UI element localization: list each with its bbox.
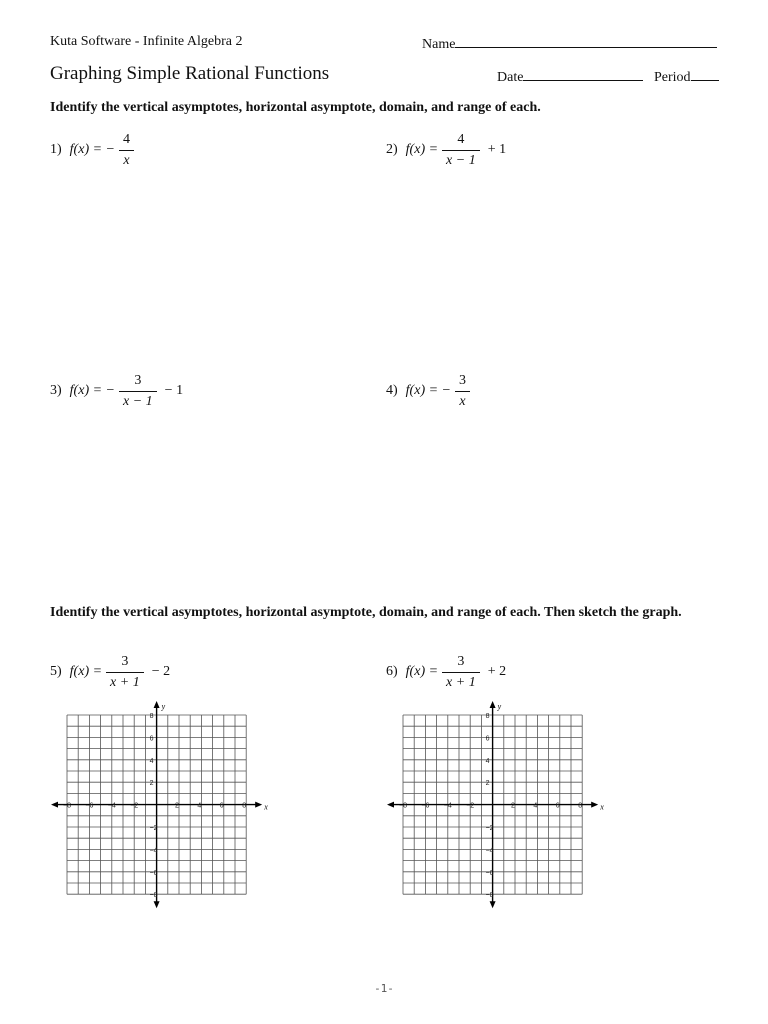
x-axis-label: x: [264, 802, 268, 812]
y-tick-label: −6: [485, 869, 494, 877]
period-field: [654, 67, 719, 86]
problem-number: 2): [386, 142, 398, 157]
x-axis-arrow-right: [591, 802, 598, 808]
y-axis-arrow-bottom: [490, 901, 496, 908]
x-axis-arrow-left: [387, 802, 394, 808]
numerator: 3: [134, 372, 142, 388]
x-tick-label: −2: [130, 802, 139, 810]
function-tail: + 1: [487, 142, 507, 157]
period-label: Period: [654, 70, 691, 85]
x-tick-label: −8: [399, 802, 407, 810]
y-tick-label: −6: [149, 869, 158, 877]
fraction: [455, 373, 470, 410]
x-tick-label: 2: [511, 802, 515, 810]
worksheet-title: Graphing Simple Rational Functions: [50, 63, 330, 84]
y-axis-label: y: [497, 702, 502, 711]
denominator: x: [123, 152, 130, 168]
y-tick-label: 6: [485, 735, 490, 743]
function-prefix: f(x) =: [405, 664, 439, 679]
y-tick-label: −4: [485, 847, 494, 855]
y-tick-label: −2: [485, 825, 494, 832]
x-tick-label: −2: [466, 802, 475, 810]
date-field: [497, 67, 643, 86]
denominator: x: [459, 393, 466, 409]
x-tick-label: 2: [175, 802, 179, 810]
fraction: [119, 373, 157, 410]
y-tick-label: 2: [149, 780, 154, 788]
denominator: x − 1: [123, 393, 153, 409]
fraction: [442, 132, 480, 169]
page-number: -1-: [374, 982, 394, 995]
instructions-part1: Identify the vertical asymptotes, horizontal asymptote, domain, and range of each.: [50, 100, 541, 115]
fraction: [442, 654, 480, 691]
function-tail: − 2: [151, 664, 171, 679]
numerator: 3: [121, 653, 129, 669]
numerator: 4: [457, 131, 465, 147]
numerator: 3: [457, 653, 465, 669]
x-axis-arrow-right: [255, 802, 262, 808]
date-blank: [523, 67, 643, 81]
name-field: [422, 34, 717, 53]
fraction: [119, 132, 134, 169]
y-tick-label: −8: [149, 892, 158, 900]
problem-5: [50, 645, 170, 699]
function-prefix: f(x) =: [69, 664, 103, 679]
name-blank: [455, 34, 717, 48]
function-prefix: f(x) =: [405, 142, 439, 157]
coordinate-grid-6[interactable]: [381, 700, 606, 918]
y-tick-label: 4: [149, 757, 154, 765]
problem-number: 6): [386, 664, 398, 679]
x-tick-label: 8: [578, 802, 583, 810]
period-blank: [691, 67, 719, 81]
x-tick-label: −6: [85, 802, 94, 810]
x-tick-label: −6: [421, 802, 430, 810]
problem-number: 5): [50, 664, 62, 679]
y-tick-label: 8: [485, 713, 490, 720]
y-tick-label: 2: [485, 780, 490, 788]
instructions-part2: Identify the vertical asymptotes, horizontal asymptote, domain, and range of each. Then sketch the graph.: [50, 605, 682, 620]
problem-number: 1): [50, 142, 62, 157]
x-tick-label: −8: [63, 802, 71, 810]
function-prefix: f(x) = −: [69, 383, 115, 398]
numerator: 4: [123, 131, 130, 147]
problem-3: [50, 364, 183, 418]
name-label: Name: [422, 37, 456, 52]
x-tick-label: 4: [197, 802, 202, 810]
x-axis-label: x: [600, 802, 604, 812]
problem-2: [386, 123, 506, 177]
y-tick-label: −8: [485, 892, 494, 900]
x-tick-label: −4: [443, 802, 452, 810]
x-axis-arrow-left: [51, 802, 58, 808]
date-label: Date: [497, 70, 524, 85]
problem-number: 3): [50, 383, 62, 398]
publisher-line: Kuta Software - Infinite Algebra 2: [50, 34, 243, 49]
y-tick-label: 4: [485, 757, 490, 765]
y-tick-label: 6: [149, 735, 154, 743]
y-axis-arrow-top: [490, 701, 496, 708]
numerator: 3: [459, 372, 466, 388]
problem-number: 4): [386, 383, 398, 398]
function-prefix: f(x) = −: [405, 383, 451, 398]
problem-4: [386, 364, 478, 418]
function-tail: − 1: [164, 383, 184, 398]
x-tick-label: 6: [555, 802, 560, 810]
y-axis-label: y: [161, 702, 166, 711]
x-tick-label: 6: [219, 802, 224, 810]
y-tick-label: −2: [149, 825, 158, 832]
x-tick-label: −4: [107, 802, 116, 810]
function-tail: + 2: [487, 664, 507, 679]
denominator: x + 1: [110, 674, 140, 690]
x-tick-label: 4: [533, 802, 538, 810]
x-tick-label: 8: [242, 802, 247, 810]
y-axis-arrow-bottom: [154, 901, 160, 908]
problem-6: [386, 645, 506, 699]
y-axis-arrow-top: [154, 701, 160, 708]
function-prefix: f(x) = −: [69, 142, 115, 157]
fraction: [106, 654, 144, 691]
y-tick-label: −4: [149, 847, 158, 855]
denominator: x − 1: [446, 152, 476, 168]
y-tick-label: 8: [149, 713, 154, 720]
coordinate-grid-5[interactable]: [45, 700, 270, 918]
denominator: x + 1: [446, 674, 476, 690]
problem-1: [50, 123, 142, 177]
